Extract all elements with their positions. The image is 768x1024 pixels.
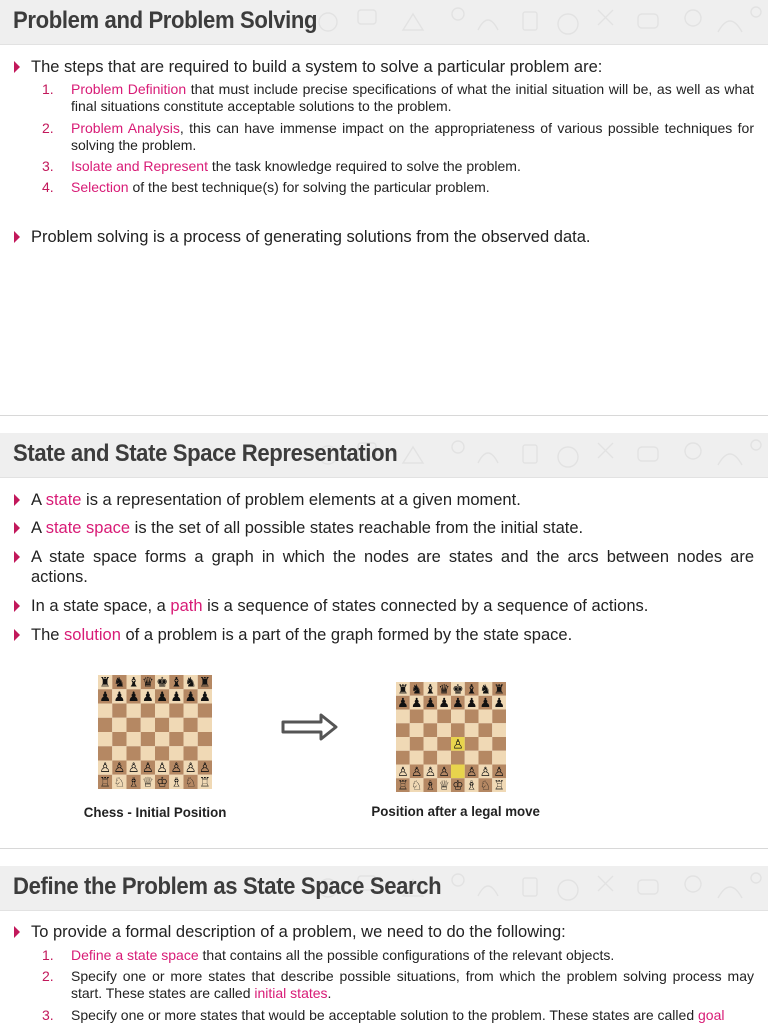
highlight-term: state space — [45, 519, 131, 537]
numbered-item: 3. Specify one or more states that would be acceptable solution to the problem. These states are called goal — [42, 1007, 725, 1023]
slide-title-bar — [0, 0, 768, 45]
chess-piece: ♗ — [424, 777, 437, 792]
board-square — [492, 737, 506, 751]
board-square — [198, 718, 212, 732]
board-square — [198, 704, 212, 718]
chess-piece: ♘ — [184, 775, 197, 789]
chess-piece: ♙ — [479, 763, 492, 779]
bullet-marker-icon — [14, 629, 20, 641]
bullet-marker-icon — [14, 61, 20, 73]
chess-piece: ♟ — [141, 689, 154, 705]
board-square — [112, 718, 126, 732]
slide-title: Define the Problem as State Space Search — [13, 873, 442, 900]
chess-piece: ♟ — [465, 695, 478, 711]
chess-piece: ♙ — [184, 761, 197, 777]
board-square — [127, 704, 141, 718]
bullet-marker-icon — [14, 494, 20, 506]
chess-piece: ♟ — [397, 695, 409, 711]
highlight-term: state — [45, 491, 82, 509]
board-square — [184, 718, 198, 732]
chess-piece: ♚ — [452, 682, 464, 697]
board-square — [98, 732, 112, 746]
caption-after-move: Position after a legal move — [371, 803, 540, 819]
bullet-item: A state space forms a graph in which the nodes are states and the arcs between nodes are actions. — [14, 547, 754, 587]
slide-divider — [0, 415, 768, 416]
chess-piece: ♙ — [438, 763, 450, 779]
board-square — [127, 732, 141, 746]
chess-piece: ♙ — [410, 763, 423, 779]
board-square — [155, 704, 169, 718]
chess-piece: ♟ — [438, 695, 450, 711]
board-square — [169, 718, 183, 732]
right-arrow-icon — [281, 712, 339, 742]
chess-piece: ♟ — [170, 689, 183, 705]
chess-piece: ♙ — [397, 763, 409, 779]
bullet-item: Problem solving is a process of generating solutions from the observed data. — [14, 227, 754, 247]
slide-divider — [0, 848, 768, 849]
board-square — [396, 710, 410, 724]
caption-initial-position: Chess - Initial Position — [83, 804, 227, 820]
chess-piece: ♕ — [141, 775, 154, 789]
chess-piece: ♟ — [156, 689, 169, 705]
board-square — [451, 710, 465, 724]
board-square — [437, 710, 451, 724]
chess-piece: ♞ — [184, 675, 197, 691]
board-square — [169, 704, 183, 718]
board-square — [184, 746, 198, 760]
chess-piece: ♖ — [493, 777, 505, 792]
board-square — [112, 746, 126, 760]
board-square — [424, 737, 438, 751]
highlight-term: goal — [698, 1007, 725, 1023]
highlight-term: initial states — [254, 985, 328, 1001]
chess-piece: ♔ — [452, 777, 464, 792]
board-square — [424, 723, 438, 737]
board-square — [155, 718, 169, 732]
board-square — [198, 746, 212, 760]
chess-piece: ♙ — [113, 761, 126, 777]
board-square — [127, 746, 141, 760]
bullet-item: To provide a formal description of a problem, we need to do the following: — [14, 922, 754, 942]
chess-piece: ♜ — [198, 675, 211, 691]
board-square — [479, 710, 493, 724]
chess-piece: ♟ — [113, 689, 126, 705]
numbered-item: 2. Specify one or more states that describe possible situations, from which the problem solving process may start. These states are called initial states. — [42, 968, 754, 1001]
board-square — [479, 737, 493, 751]
board-square — [184, 704, 198, 718]
bullet-marker-icon — [14, 231, 20, 243]
board-square — [451, 723, 465, 737]
chess-piece: ♘ — [113, 775, 126, 789]
chess-piece: ♟ — [452, 695, 464, 711]
board-square — [465, 710, 479, 724]
board-square — [184, 732, 198, 746]
board-square — [410, 737, 424, 751]
chess-piece: ♔ — [156, 775, 169, 789]
bullet-item: The solution of a problem is a part of the graph formed by the state space. — [14, 625, 754, 645]
board-square — [410, 723, 424, 737]
chess-board-after-move — [396, 682, 506, 792]
bullet-item: The steps that are required to build a system to solve a particular problem are: — [14, 57, 754, 77]
slide-title-bar — [0, 433, 768, 478]
chess-piece: ♙ — [170, 761, 183, 777]
board-square — [155, 746, 169, 760]
numbered-item: 1. Define a state space that contains all the possible configurations of the relevant objects. — [42, 947, 615, 963]
bullet-marker-icon — [14, 926, 20, 938]
board-square — [451, 765, 465, 779]
bullet-marker-icon — [14, 551, 20, 563]
chess-piece: ♜ — [99, 675, 112, 691]
chess-piece: ♖ — [99, 775, 112, 789]
bullet-item: In a state space, a path is a sequence of states connected by a sequence of actions. — [14, 596, 754, 616]
slide-state-space-search — [0, 866, 768, 1024]
chess-piece: ♞ — [113, 675, 126, 691]
bullet-item: A state is a representation of problem elements at a given moment. — [14, 490, 754, 510]
board-square — [141, 704, 155, 718]
board-square — [396, 737, 410, 751]
board-square — [98, 746, 112, 760]
numbered-item: 4. Selection of the best technique(s) for solving the particular problem. — [42, 179, 490, 195]
chess-piece: ♟ — [410, 695, 423, 711]
board-square — [479, 723, 493, 737]
chess-piece: ♙ — [141, 761, 154, 777]
decorative-doodle-pattern — [308, 0, 768, 44]
board-square — [465, 737, 479, 751]
chess-piece: ♘ — [410, 777, 423, 792]
board-square — [396, 723, 410, 737]
board-square — [465, 751, 479, 765]
board-square — [479, 751, 493, 765]
chess-piece: ♙ — [99, 761, 112, 777]
slide-title: Problem and Problem Solving — [13, 7, 318, 34]
board-square — [492, 723, 506, 737]
chess-piece: ♙ — [156, 761, 169, 777]
highlight-term: solution — [64, 626, 121, 644]
bullet-marker-icon — [14, 600, 20, 612]
chess-piece: ♙ — [452, 736, 464, 752]
chess-piece: ♝ — [170, 675, 183, 691]
slide-state-space — [0, 433, 768, 848]
board-square — [465, 723, 479, 737]
bullet-item: A state space is the set of all possible states reachable from the initial state. — [14, 518, 754, 538]
chess-board-initial — [98, 675, 212, 789]
chess-piece: ♖ — [397, 777, 409, 792]
board-square — [424, 710, 438, 724]
board-square — [98, 718, 112, 732]
chess-piece: ♕ — [438, 777, 450, 792]
board-square — [492, 710, 506, 724]
board-square — [127, 718, 141, 732]
board-square — [141, 746, 155, 760]
chess-piece: ♞ — [410, 682, 423, 697]
chess-piece: ♜ — [493, 682, 505, 697]
chess-piece: ♝ — [424, 682, 437, 697]
highlight-term: Selection — [71, 179, 129, 195]
board-square — [410, 751, 424, 765]
board-square — [141, 718, 155, 732]
board-square — [198, 732, 212, 746]
board-square — [169, 732, 183, 746]
board-square — [424, 751, 438, 765]
chess-piece: ♟ — [424, 695, 437, 711]
chess-piece: ♟ — [184, 689, 197, 705]
chess-piece: ♙ — [424, 763, 437, 779]
numbered-item: 3. Isolate and Represent the task knowledge required to solve the problem. — [42, 158, 521, 174]
board-square — [437, 737, 451, 751]
board-square — [492, 751, 506, 765]
board-square — [155, 732, 169, 746]
chess-piece: ♗ — [170, 775, 183, 789]
slide-problem-solving — [0, 0, 768, 415]
chess-piece: ♖ — [198, 775, 211, 789]
board-square — [410, 710, 424, 724]
board-square — [396, 751, 410, 765]
highlight-term: Define a state space — [71, 947, 199, 963]
chess-piece: ♟ — [479, 695, 492, 711]
board-square — [98, 704, 112, 718]
chess-piece: ♞ — [479, 682, 492, 697]
board-square — [169, 746, 183, 760]
chess-piece: ♗ — [465, 777, 478, 792]
chess-piece: ♝ — [127, 675, 140, 691]
board-square — [141, 732, 155, 746]
chess-piece: ♟ — [493, 695, 505, 711]
chess-piece: ♟ — [99, 689, 112, 705]
chess-piece: ♗ — [127, 775, 140, 789]
highlight-term: path — [170, 597, 203, 615]
chess-piece: ♝ — [465, 682, 478, 697]
board-square — [451, 751, 465, 765]
highlight-term: Isolate and Represent — [71, 158, 208, 174]
chess-piece: ♙ — [465, 763, 478, 779]
board-square — [437, 751, 451, 765]
chess-piece: ♘ — [479, 777, 492, 792]
chess-piece: ♙ — [127, 761, 140, 777]
numbered-item: 2. Problem Analysis, this can have immense impact on the appropriateness of various possible techniques for solving the problem. — [42, 120, 755, 153]
slide-title: State and State Space Representation — [13, 440, 398, 467]
board-square — [112, 732, 126, 746]
board-square — [437, 723, 451, 737]
highlight-term: Problem Definition — [71, 81, 187, 97]
chess-piece: ♙ — [198, 761, 211, 777]
chess-piece: ♚ — [156, 675, 169, 691]
board-square — [112, 704, 126, 718]
numbered-item: 1. Problem Definition that must include precise specifications of what the initial situation will be, as well as what final situations constitute acceptable solutions to the problem. — [42, 81, 754, 114]
chess-piece: ♙ — [493, 763, 505, 779]
chess-piece: ♛ — [141, 675, 154, 691]
chess-piece: ♟ — [198, 689, 211, 705]
chess-piece: ♟ — [127, 689, 140, 705]
chess-piece: ♛ — [438, 682, 450, 697]
bullet-marker-icon — [14, 522, 20, 534]
chess-piece: ♜ — [397, 682, 409, 697]
highlight-term: Problem Analysis — [71, 120, 180, 136]
slide-title-bar — [0, 866, 768, 911]
